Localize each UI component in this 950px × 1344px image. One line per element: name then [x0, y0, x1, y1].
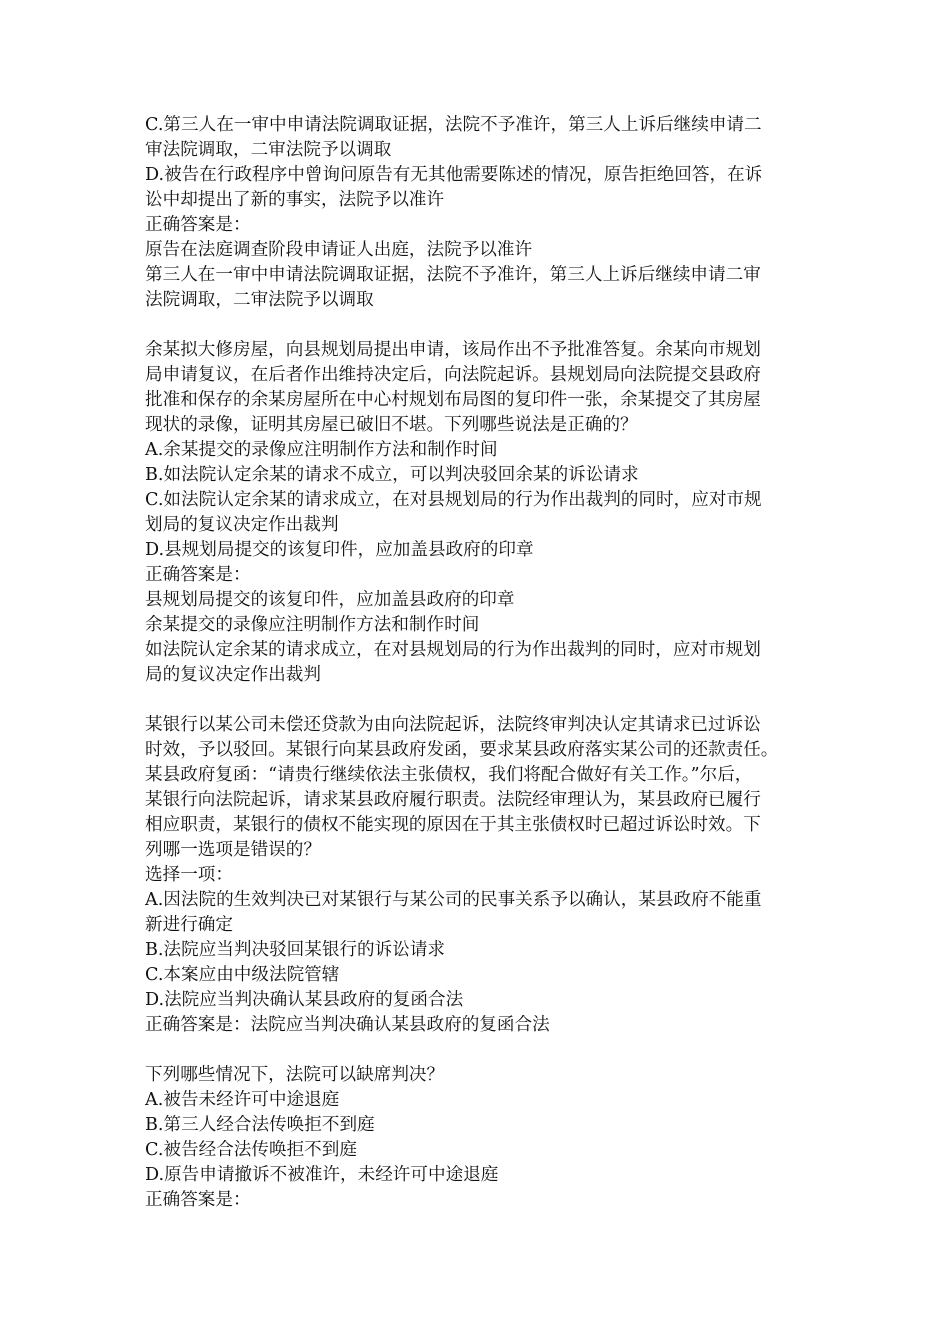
option-line: B.第三人经合法传唤拒不到庭 [145, 1115, 375, 1135]
answer-line: 局的复议决定作出裁判 [145, 665, 321, 685]
question-line: 列哪一选项是错误的？ [145, 840, 321, 860]
question-line: 某银行向法院起诉，请求某县政府履行职责。法院经审理认为，某县政府已履行 [145, 790, 761, 810]
answer-line: 法院调取，二审法院予以调取 [145, 290, 374, 310]
question-block-2 [145, 338, 813, 688]
text-line: D.被告在行政程序中曾询问原告有无其他需要陈述的情况，原告拒绝回答，在诉 [145, 165, 763, 185]
option-line: 新进行确定 [145, 915, 233, 935]
paragraph-gap [145, 313, 813, 338]
option-line: C.如法院认定余某的请求成立，在对县规划局的行为作出裁判的同时，应对市规 [145, 490, 762, 510]
option-line: D.法院应当判决确认某县政府的复函合法 [145, 990, 464, 1010]
option-line: C.被告经合法传唤拒不到庭 [145, 1140, 357, 1160]
option-line: B.如法院认定余某的请求不成立，可以判决驳回余某的诉讼请求 [145, 465, 639, 485]
answer-line: 原告在法庭调查阶段申请证人出庭，法院予以准许 [145, 240, 533, 260]
question-line: 下列哪些情况下，法院可以缺席判决？ [145, 1065, 445, 1085]
paragraph-gap [145, 1038, 813, 1063]
option-line: C.本案应由中级法院管辖 [145, 965, 340, 985]
question-line: 某银行以某公司未偿还贷款为由向法院起诉，法院终审判决认定其请求已过诉讼 [145, 715, 761, 735]
answer-label: 正确答案是： [145, 1190, 251, 1210]
question-line: 现状的录像，证明其房屋已破旧不堪。下列哪些说法是正确的？ [145, 415, 638, 435]
paragraph-gap [145, 688, 813, 713]
answer-line: 第三人在一审中申请法院调取证据，法院不予准许，第三人上诉后继续申请二审 [145, 265, 761, 285]
option-line: D.县规划局提交的该复印件，应加盖县政府的印章 [145, 540, 534, 560]
question-line: 局申请复议，在后者作出维持决定后，向法院起诉。县规划局向法院提交县政府 [145, 365, 761, 385]
question-block-3 [145, 713, 813, 1038]
answer-label: 正确答案是： [145, 215, 251, 235]
option-line: 划局的复议决定作出裁判 [145, 515, 339, 535]
text-line: 审法院调取，二审法院予以调取 [145, 140, 392, 160]
question-line: 时效，予以驳回。某银行向某县政府发函，要求某县政府落实某公司的还款责任。 [145, 740, 779, 760]
answer-line: 县规划局提交的该复印件，应加盖县政府的印章 [145, 590, 515, 610]
question-line: 批准和保存的余某房屋所在中心村规划布局图的复印件一张，余某提交了其房屋 [145, 390, 761, 410]
text-line: C.第三人在一审中申请法院调取证据，法院不予准许，第三人上诉后继续申请二 [145, 115, 762, 135]
answer-line: 正确答案是：法院应当判决确认某县政府的复函合法 [145, 1015, 550, 1035]
question-block-4 [145, 1063, 813, 1213]
option-line: A.余某提交的录像应注明制作方法和制作时间 [145, 440, 498, 460]
question-block-1 [145, 113, 813, 313]
question-line: 余某拟大修房屋，向县规划局提出申请，该局作出不予批准答复。余某向市规划 [145, 340, 761, 360]
answer-line: 余某提交的录像应注明制作方法和制作时间 [145, 615, 480, 635]
answer-line: 如法院认定余某的请求成立，在对县规划局的行为作出裁判的同时，应对市规划 [145, 640, 761, 660]
question-line: 某县政府复函：“请贵行继续依法主张债权，我们将配合做好有关工作。”尔后， [145, 765, 753, 785]
select-prompt: 选择一项： [145, 865, 233, 885]
text-line: 讼中却提出了新的事实，法院予以准许 [145, 190, 445, 210]
option-line: A.因法院的生效判决已对某银行与某公司的民事关系予以确认，某县政府不能重 [145, 890, 762, 910]
option-line: A.被告未经许可中途退庭 [145, 1090, 340, 1110]
question-line: 相应职责，某银行的债权不能实现的原因在于其主张债权时已超过诉讼时效。下 [145, 815, 761, 835]
answer-label: 正确答案是： [145, 565, 251, 585]
document-page [145, 113, 813, 1213]
option-line: D.原告申请撤诉不被准许，未经许可中途退庭 [145, 1165, 499, 1185]
option-line: B.法院应当判决驳回某银行的诉讼请求 [145, 940, 446, 960]
